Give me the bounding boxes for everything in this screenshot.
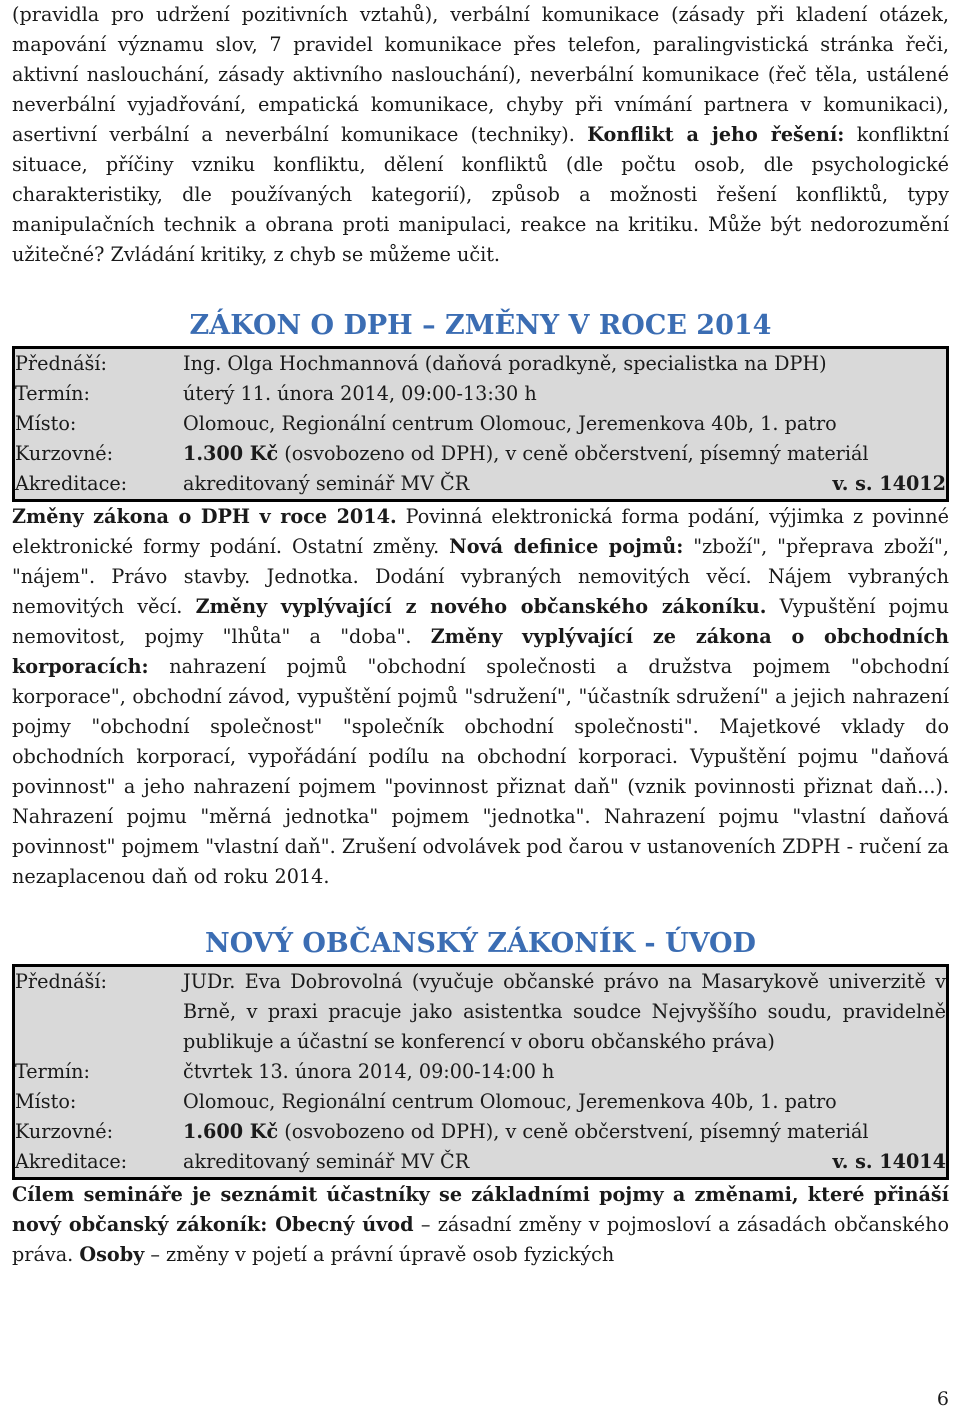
date-row bbox=[15, 379, 946, 409]
place-row bbox=[15, 1087, 946, 1117]
place-label: Místo: bbox=[15, 1090, 77, 1113]
fee-amount: 1.300 Kč bbox=[183, 442, 279, 465]
place-row bbox=[15, 409, 946, 439]
place-value: Olomouc, Regionální centrum Olomouc, Jeremenkova 40b, 1. patro bbox=[183, 412, 837, 435]
accreditation-text: akreditovaný seminář MV ČR bbox=[183, 1150, 470, 1173]
accreditation-code: v. s. 14014 bbox=[832, 1150, 946, 1173]
seminar-info-box-civil-code bbox=[12, 964, 949, 1180]
place-value: Olomouc, Regionální centrum Olomouc, Jeremenkova 40b, 1. patro bbox=[183, 1090, 837, 1113]
body-bold: Změny vyplývající ze zákona o obchodních korporacích: bbox=[12, 625, 949, 678]
page-number: 6 bbox=[936, 1388, 949, 1410]
fee-row bbox=[15, 439, 946, 469]
body-text: nahrazení pojmů "obchodní společnosti a družstva pojmem "obchodní korporace", obchodní závod, vypuštění pojmů "sdružení", "účastník sdružení" a jejich nahrazení pojmy "obchodní společnost" "společník obchodní společnosti". Majetkové vklady do obchodních korporací, vypořádání podílu na obchodní korporaci. Vypuštění pojmu "daňová povinnost" a jeho nahrazení pojmem "povinnost přiznat daň" (vznik povinnosti přiznat daň...). Nahrazení pojmu "měrná jednotka" pojmem "jednotka". Nahrazení pojmu "vlastní daňová povinnost" pojmem "vlastní daň". Zrušení odvolávek pod čarou v ustanoveních ZDPH - ručení za nezaplacenou daň od roku 2014. bbox=[12, 655, 949, 888]
body-bold: Změny vyplývající z nového občanského zákoníku. bbox=[195, 595, 767, 618]
accreditation-row bbox=[15, 469, 946, 499]
accreditation-label: Akreditace: bbox=[15, 472, 128, 495]
lecturer-row bbox=[15, 967, 946, 1057]
intro-text-2: konfliktní situace, příčiny vzniku konfliktu, dělení konfliktů (dle počtu osob, dle psychologické charakteristiky, dle používaných kategorií), způsob a možnosti řešení konfliktů, typy manipulačních technik a obrana proti manipulaci, reakce na kritiku. Může být nedorozumění užitečné? Zvládání kritiky, z chyb se můžeme učit. bbox=[12, 123, 949, 266]
accreditation-code: v. s. 14012 bbox=[832, 472, 946, 495]
document-page bbox=[12, 0, 949, 1270]
accreditation-label: Akreditace: bbox=[15, 1150, 128, 1173]
date-value: čtvrtek 13. února 2014, 09:00-14:00 h bbox=[183, 1060, 555, 1083]
lecturer-row bbox=[15, 349, 946, 379]
intro-text-1: (pravidla pro udržení pozitivních vztahů), verbální komunikace (zásady při kladení otázek, mapování významu slov, 7 pravidel komunikace přes telefon, paralingvistická stránka řeči, aktivní naslouchání, zásady aktivního naslouchání), neverbální komunikace (řeč těla, ustálené neverbální vyjadřování, empatická komunikace, chyby při vnímání partnera v komunikaci), asertivní verbální a neverbální komunikace (techniky). bbox=[12, 3, 949, 146]
body-text: Povinná elektronická forma podání, výjimka z povinné elektronické formy podání. Ostatní změny. bbox=[12, 505, 949, 558]
fee-amount: 1.600 Kč bbox=[183, 1120, 279, 1143]
lecturer-value: JUDr. Eva Dobrovolná (vyučuje občanské právo na Masarykově univerzitě v Brně, v praxi pracuje jako asistentka soudce Nejvyššího soudu, pravidelně publikuje a účastní se konferencí v oboru občanského práva) bbox=[183, 970, 946, 1053]
section-body-dph bbox=[12, 502, 949, 892]
section-title-civil-code: NOVÝ OBČANSKÝ ZÁKONÍK - ÚVOD bbox=[205, 928, 756, 959]
date-row bbox=[15, 1057, 946, 1087]
body-text: "zboží", "přeprava zboží", "nájem". Právo stavby. Jednotka. Dodání vybraných nemovitých věcí. Nájem vybraných nemovitých věcí. bbox=[12, 535, 949, 618]
body-bold: Cílem semináře je seznámit účastníky se základními pojmy a změnami, které přináší nový občanský zákoník: Obecný úvod bbox=[12, 1183, 949, 1236]
body-text: – změny v pojetí a právní úpravě osob fyzických bbox=[144, 1243, 615, 1266]
intro-bold-heading: Konflikt a jeho řešení: bbox=[587, 123, 845, 146]
date-label: Termín: bbox=[15, 1060, 90, 1083]
fee-note: (osvobozeno od DPH), v ceně občerstvení, písemný materiál bbox=[278, 442, 869, 465]
body-bold: Změny zákona o DPH v roce 2014. bbox=[12, 505, 397, 528]
fee-label: Kurzovné: bbox=[15, 1120, 114, 1143]
fee-note: (osvobozeno od DPH), v ceně občerstvení, písemný materiál bbox=[278, 1120, 869, 1143]
fee-label: Kurzovné: bbox=[15, 442, 114, 465]
intro-paragraph bbox=[12, 0, 949, 270]
section-title-dph: ZÁKON O DPH – ZMĚNY V ROCE 2014 bbox=[189, 310, 772, 341]
body-bold: Nová definice pojmů: bbox=[449, 535, 684, 558]
lecturer-value: Ing. Olga Hochmannová (daňová poradkyně, specialistka na DPH) bbox=[183, 352, 827, 375]
body-text: – zásadní změny v pojmosloví a zásadách občanského práva. bbox=[12, 1213, 950, 1266]
seminar-info-box-dph bbox=[12, 346, 949, 502]
section-body-civil-code bbox=[12, 1180, 949, 1270]
lecturer-label: Přednáší: bbox=[15, 970, 107, 993]
accreditation-text: akreditovaný seminář MV ČR bbox=[183, 472, 470, 495]
fee-row bbox=[15, 1117, 946, 1147]
date-label: Termín: bbox=[15, 382, 90, 405]
body-text: Vypuštění pojmu nemovitost, pojmy "lhůta" a "doba". bbox=[12, 595, 950, 648]
fee-value bbox=[183, 439, 946, 469]
accreditation-value bbox=[183, 1147, 946, 1177]
accreditation-value bbox=[183, 469, 946, 499]
body-bold: Osoby bbox=[79, 1243, 145, 1266]
lecturer-label: Přednáší: bbox=[15, 352, 107, 375]
date-value: úterý 11. února 2014, 09:00-13:30 h bbox=[183, 382, 537, 405]
accreditation-row bbox=[15, 1147, 946, 1177]
fee-value bbox=[183, 1117, 946, 1147]
place-label: Místo: bbox=[15, 412, 77, 435]
